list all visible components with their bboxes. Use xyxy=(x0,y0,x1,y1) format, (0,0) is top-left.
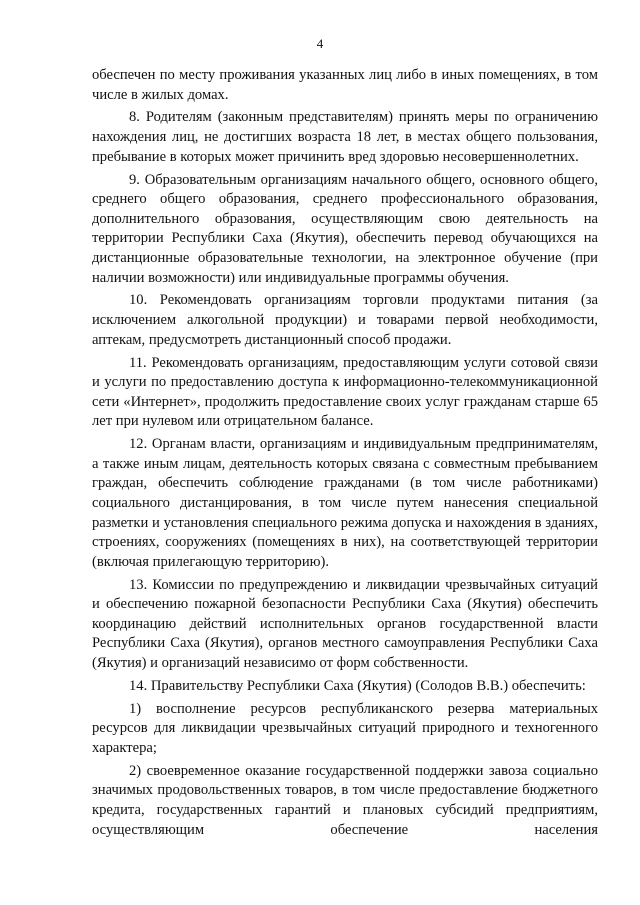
paragraph-item-11: 11. Рекомендовать организациям, предоставляющим услуги сотовой связи и услуги по предоставлению доступа к информационно-телекоммуникационной сети «Интернет», продолжить предоставление своих услуг гражданам старше 65 лет при нулевом или отрицательном балансе. xyxy=(92,354,598,430)
paragraph-item-8: 8. Родителям (законным представителям) принять меры по ограничению нахождения лиц, не достигших возраста 18 лет, в местах общего пользования, пребывание в которых может причинить вред здоровью несовершеннолетних. xyxy=(92,109,598,165)
paragraph-subitem-2: 2) своевременное оказание государственной поддержки завоза социально значимых продовольственных товаров, в том числе предоставление бюджетного кредита, государственных гарантий и плановых субсидий предприятиям, осуществляющим обеспечение населения xyxy=(92,762,598,838)
paragraph-continuation: обеспечен по месту проживания указанных лиц либо в иных помещениях, в том числе в жилых домах. xyxy=(92,67,598,103)
document-body xyxy=(92,66,598,844)
paragraph-item-9: 9. Образовательным организациям начального общего, основного общего, среднего общего образования, среднего профессионального образования, дополнительного образования, осуществляющим свою деятельность на территории Республики Саха (Якутия), обеспечить перевод обучающихся на дистанционные образовательные технологии, на электронное обучение (при наличии возможности) или индивидуальные программы обучения. xyxy=(92,171,598,286)
page-number: 4 xyxy=(316,36,324,51)
paragraph-item-13: 13. Комиссии по предупреждению и ликвидации чрезвычайных ситуаций и обеспечению пожарной безопасности Республики Саха (Якутия) обеспечить координацию действий исполнительных органов государственной власти Республики Саха (Якутия), органов местного самоуправления Республики Саха (Якутия) и организаций независимо от форм собственности. xyxy=(92,576,598,671)
paragraph-item-10: 10. Рекомендовать организациям торговли продуктами питания (за исключением алкогольной продукции) и товарами первой необходимости, аптекам, предусмотреть дистанционный способ продажи. xyxy=(92,292,598,348)
paragraph-subitem-1: 1) восполнение ресурсов республиканского резерва материальных ресурсов для ликвидации чрезвычайных ситуаций природного и техногенного характера; xyxy=(92,700,598,756)
paragraph-item-12: 12. Органам власти, организациям и индивидуальным предпринимателям, а также иным лицам, деятельность которых связана с совместным пребыванием граждан, обеспечить соблюдение гражданами (в том числе работниками) социального дистанцирования, в том числе путем нанесения специальной разметки и установления специального режима допуска и нахождения в зданиях, строениях, сооружениях (помещениях в них), на соответствующей территории (включая прилегающую территорию). xyxy=(92,436,598,570)
paragraph-item-14: 14. Правительству Республики Саха (Якутия) (Солодов В.В.) обеспечить: xyxy=(129,677,586,694)
